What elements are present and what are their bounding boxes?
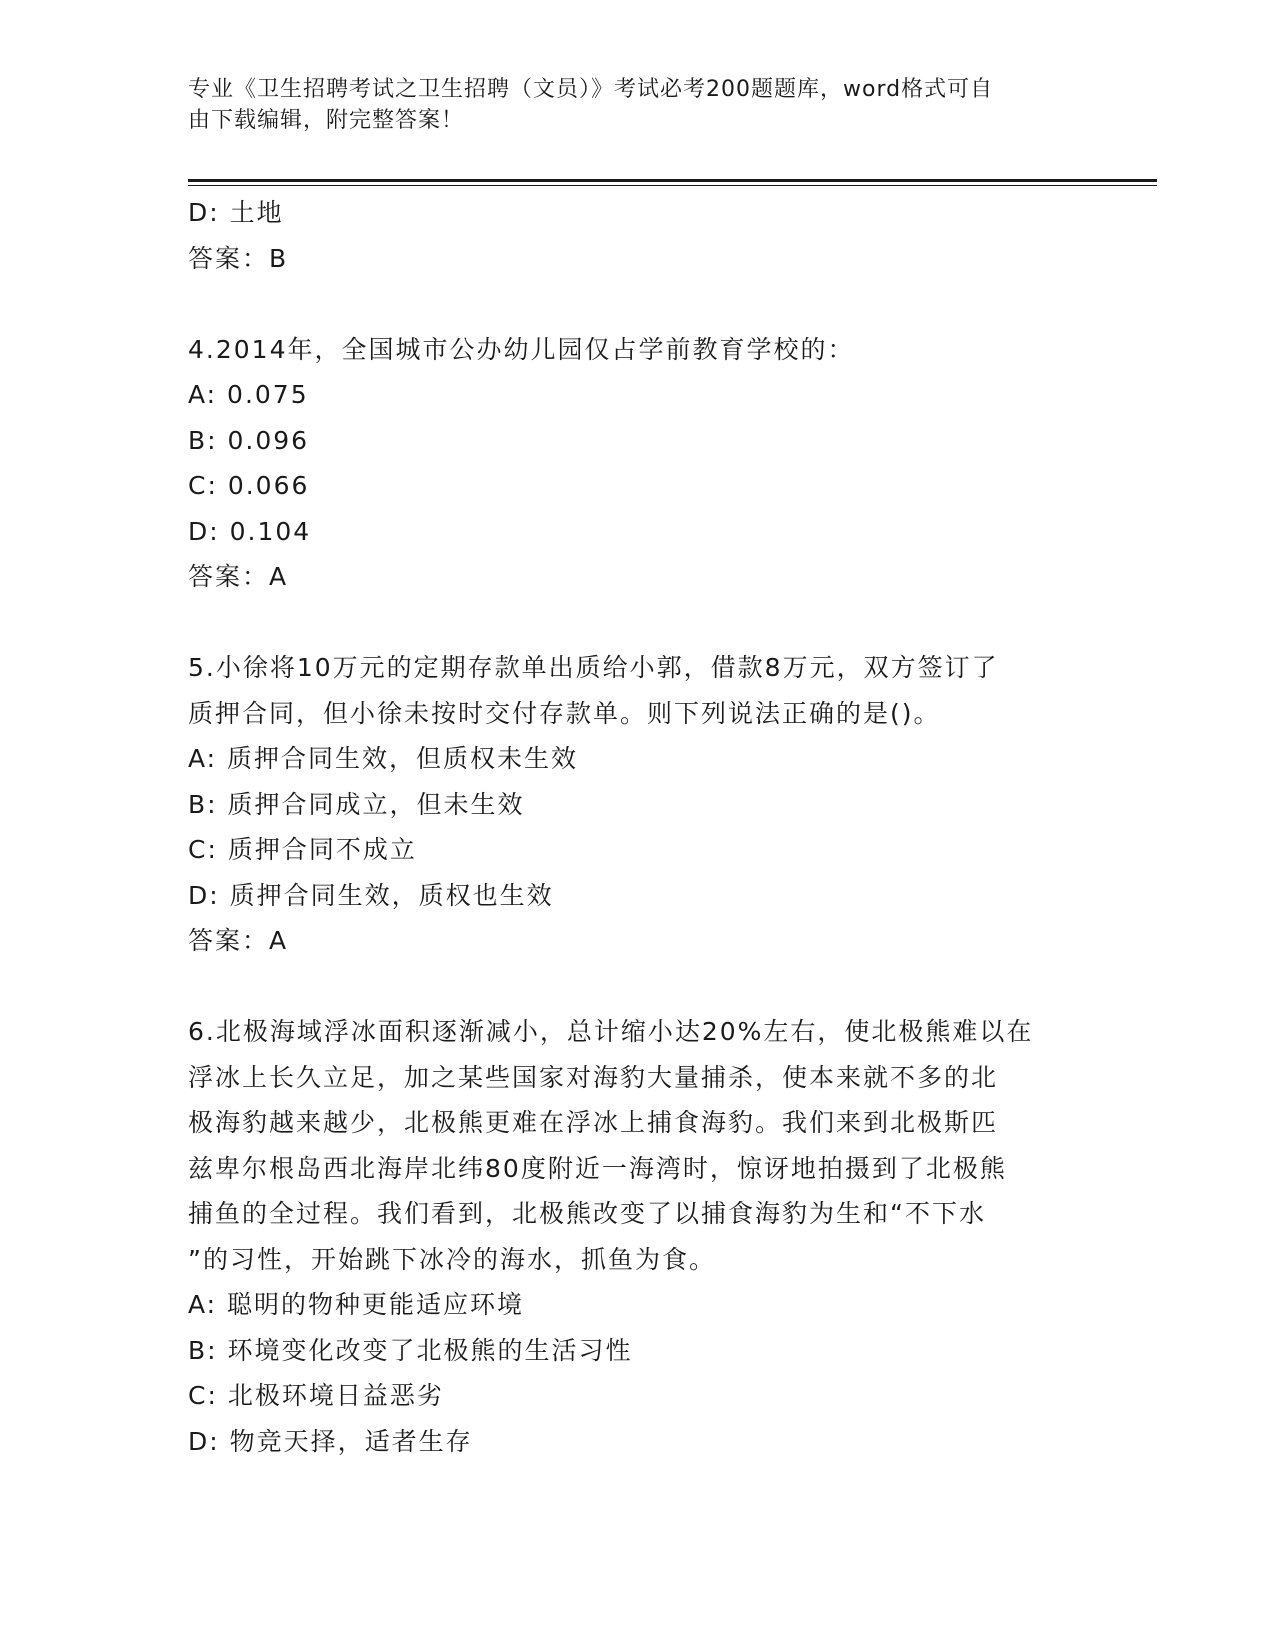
q6-stem-line-5: 捕鱼的全过程。我们看到，北极熊改变了以捕食海豹为生和“不下水 <box>188 1199 986 1228</box>
q5-option-b: B: 质押合同成立，但未生效 <box>188 789 525 819</box>
q5-stem-line-1: 5.小徐将10万元的定期存款单出质给小郭，借款8万元，双方签订了 <box>188 653 999 682</box>
q5-stem-line-2: 质押合同，但小徐未按时交付存款单。则下列说法正确的是()。 <box>188 698 941 728</box>
question-3 <box>188 190 1088 281</box>
q6-option-b: B: 环境变化改变了北极熊的生活习性 <box>188 1335 633 1365</box>
q6-stem-line-1: 6.北极海域浮冰面积逐渐减小，总计缩小达20%左右，使北极熊难以在 <box>188 1017 1034 1046</box>
document-header <box>188 74 1088 136</box>
header-divider-thick <box>188 179 1157 182</box>
spacer <box>188 964 1088 1010</box>
q5-option-a: A: 质押合同生效，但质权未生效 <box>188 744 579 773</box>
header-title-line-1: 专业《卫生招聘考试之卫生招聘（文员）》考试必考200题题库，word格式可自 <box>188 77 994 102</box>
q5-option-d: D: 质押合同生效，质权也生效 <box>188 880 554 910</box>
q3-option-d: D: 土地 <box>188 198 284 227</box>
q4-option-d: D: 0.104 <box>188 516 312 546</box>
question-content <box>188 190 1088 1464</box>
q5-option-c: C: 质押合同不成立 <box>188 835 417 864</box>
question-6 <box>188 1009 1088 1464</box>
q6-option-a: A: 聪明的物种更能适应环境 <box>188 1290 525 1319</box>
q6-stem-line-6: ”的习性，开始跳下冰冷的海水，抓鱼为食。 <box>188 1244 716 1274</box>
q6-stem-line-3: 极海豹越来越少，北极熊更难在浮冰上捕食海豹。我们来到北极斯匹 <box>188 1108 999 1137</box>
q6-option-c: C: 北极环境日益恶劣 <box>188 1381 444 1410</box>
spacer <box>188 600 1088 646</box>
q5-answer: 答案：A <box>188 926 289 955</box>
spacer <box>188 281 1088 327</box>
q4-option-a: A: 0.075 <box>188 380 309 409</box>
question-4 <box>188 327 1088 600</box>
header-divider-thin <box>188 185 1157 186</box>
header-title-line-2: 由下载编辑，附完整答案！ <box>188 108 465 133</box>
question-5 <box>188 645 1088 964</box>
q6-stem-line-4: 兹卑尔根岛西北海岸北纬80度附近一海湾时，惊讶地拍摄到了北极熊 <box>188 1153 1007 1183</box>
q4-option-b: B: 0.096 <box>188 425 310 455</box>
q6-option-d: D: 物竞天择，适者生存 <box>188 1426 473 1456</box>
q4-answer: 答案：A <box>188 562 289 591</box>
q4-stem: 4.2014年，全国城市公办幼儿园仅占学前教育学校的： <box>188 334 855 364</box>
q6-stem-line-2: 浮冰上长久立足，加之某些国家对海豹大量捕杀，使本来就不多的北 <box>188 1062 999 1092</box>
q4-option-c: C: 0.066 <box>188 471 310 500</box>
q3-answer: 答案：B <box>188 243 289 273</box>
